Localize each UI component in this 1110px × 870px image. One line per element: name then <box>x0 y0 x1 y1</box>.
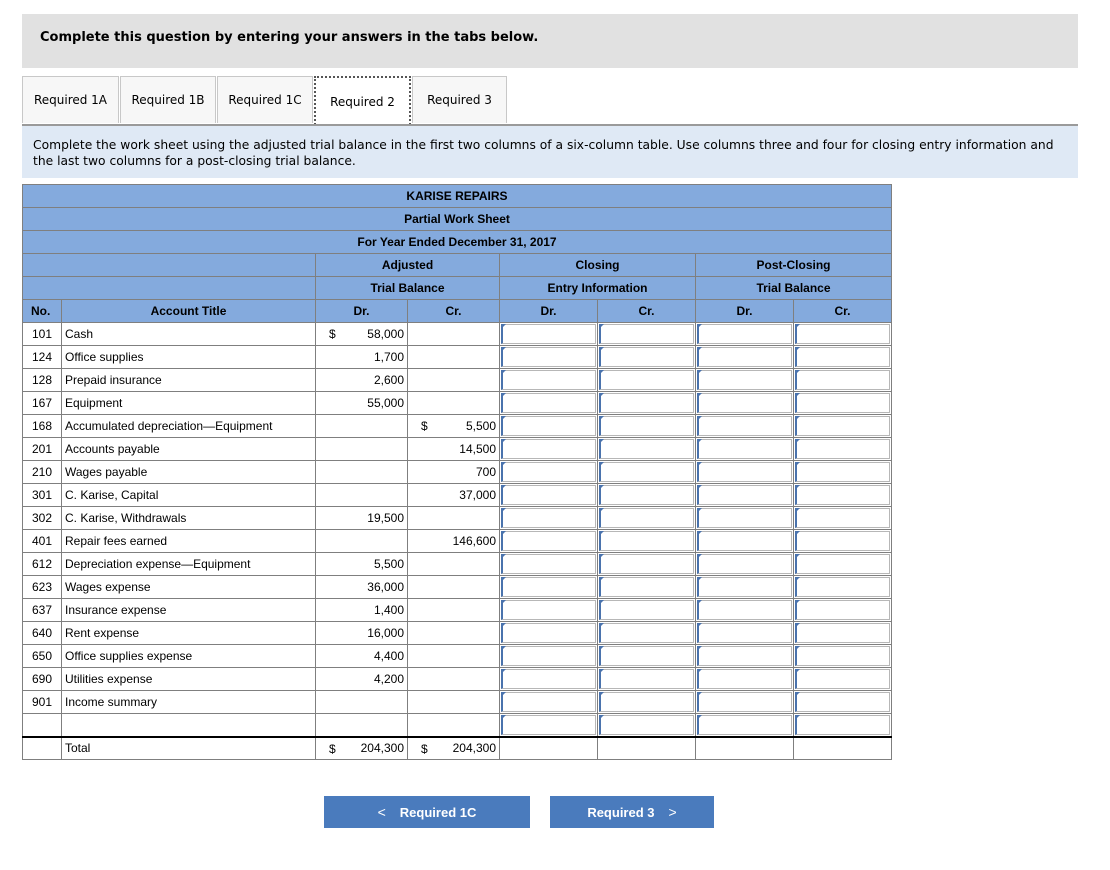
post-closing-dr-input[interactable] <box>697 508 792 528</box>
post-closing-cr-input[interactable] <box>795 508 890 528</box>
closing-dr-input-cell <box>500 438 598 461</box>
adjusted-cr-amount <box>408 668 500 691</box>
closing-dr-input-cell <box>500 530 598 553</box>
col-header-closing-dr: Dr. <box>500 300 598 323</box>
account-title: Cash <box>62 323 316 346</box>
post-closing-cr-input[interactable] <box>795 600 890 620</box>
closing-cr-input[interactable] <box>599 370 694 390</box>
col-header-closing-cr: Cr. <box>598 300 696 323</box>
amount-value: 58,000 <box>367 327 404 341</box>
post-closing-dr-input-cell <box>696 392 794 415</box>
closing-dr-input-cell <box>500 507 598 530</box>
chevron-left-icon: < <box>377 804 386 820</box>
closing-cr-input[interactable] <box>599 485 694 505</box>
table-row <box>23 599 892 622</box>
post-closing-cr-input[interactable] <box>795 347 890 367</box>
sheet-name: Partial Work Sheet <box>23 208 892 231</box>
post-closing-dr-input[interactable] <box>697 347 792 367</box>
adjusted-cr-amount <box>408 622 500 645</box>
closing-dr-input-cell <box>500 461 598 484</box>
closing-dr-input[interactable] <box>501 531 596 551</box>
closing-cr-input-cell <box>598 622 696 645</box>
tab-required-3[interactable]: Required 3 <box>412 76 507 123</box>
prev-required-1c-button[interactable] <box>324 796 530 828</box>
table-row <box>23 484 892 507</box>
closing-dr-input[interactable] <box>501 416 596 436</box>
post-closing-cr-input[interactable] <box>795 462 890 482</box>
col-header-post-dr: Dr. <box>696 300 794 323</box>
closing-dr-input[interactable] <box>501 370 596 390</box>
closing-dr-input-cell <box>500 392 598 415</box>
post-closing-cr-input[interactable] <box>795 715 890 735</box>
col-header-adj-cr: Cr. <box>408 300 500 323</box>
post-closing-dr-input-cell <box>696 576 794 599</box>
post-closing-cr-input-cell <box>794 346 892 369</box>
closing-cr-input[interactable] <box>599 646 694 666</box>
post-closing-cr-input-cell <box>794 484 892 507</box>
closing-cr-input-cell <box>598 714 696 737</box>
closing-dr-input-cell <box>500 714 598 737</box>
period-label: For Year Ended December 31, 2017 <box>23 231 892 254</box>
closing-cr-input-cell <box>598 438 696 461</box>
amount-value: 1,400 <box>373 603 404 617</box>
closing-dr-input-cell <box>500 369 598 392</box>
account-number: 690 <box>23 668 62 691</box>
closing-dr-input[interactable] <box>501 577 596 597</box>
table-row <box>23 668 892 691</box>
post-closing-cr-input-cell <box>794 599 892 622</box>
account-number: 640 <box>23 622 62 645</box>
amount-value: 2,600 <box>373 373 404 387</box>
post-closing-cr-input-cell <box>794 369 892 392</box>
post-closing-dr-input-cell <box>696 415 794 438</box>
closing-cr-input-cell <box>598 668 696 691</box>
adjusted-dr-amount <box>316 668 408 691</box>
account-number: 901 <box>23 691 62 714</box>
total-dr-amount <box>316 737 408 760</box>
total-cr-amount <box>408 737 500 760</box>
table-row <box>23 553 892 576</box>
adjusted-dr-amount <box>316 576 408 599</box>
post-closing-cr-input[interactable] <box>795 439 890 459</box>
post-closing-dr-input[interactable] <box>697 393 792 413</box>
post-closing-dr-input-cell <box>696 507 794 530</box>
closing-cr-input-cell <box>598 645 696 668</box>
account-title: Rent expense <box>62 622 316 645</box>
adjusted-dr-amount <box>316 438 408 461</box>
post-closing-dr-input-cell <box>696 599 794 622</box>
post-closing-dr-input[interactable] <box>697 669 792 689</box>
post-closing-dr-input-cell <box>696 323 794 346</box>
adjusted-dr-amount <box>316 392 408 415</box>
adjusted-cr-amount <box>408 323 500 346</box>
amount-value: 4,200 <box>373 672 404 686</box>
post-closing-cr-input-cell <box>794 438 892 461</box>
post-closing-cr-input-cell <box>794 622 892 645</box>
closing-cr-input[interactable] <box>599 508 694 528</box>
post-closing-dr-input[interactable] <box>697 439 792 459</box>
post-closing-cr-input-cell <box>794 576 892 599</box>
company-name: KARISE REPAIRS <box>23 185 892 208</box>
closing-dr-input[interactable] <box>501 439 596 459</box>
post-closing-dr-input-cell <box>696 530 794 553</box>
post-closing-cr-input[interactable] <box>795 393 890 413</box>
account-number: 401 <box>23 530 62 553</box>
account-title: C. Karise, Withdrawals <box>62 507 316 530</box>
table-row <box>23 691 892 714</box>
account-number: 201 <box>23 438 62 461</box>
closing-dr-input-cell <box>500 599 598 622</box>
account-title: Income summary <box>62 691 316 714</box>
post-closing-cr-input-cell <box>794 323 892 346</box>
closing-header-1: Closing <box>500 254 696 277</box>
adjusted-dr-amount <box>316 323 408 346</box>
closing-cr-input[interactable] <box>599 600 694 620</box>
table-row <box>23 530 892 553</box>
tab-required-1a[interactable]: Required 1A <box>22 76 119 123</box>
closing-cr-input[interactable] <box>599 393 694 413</box>
table-row <box>23 576 892 599</box>
post-closing-cr-input[interactable] <box>795 416 890 436</box>
adjusted-cr-amount <box>408 530 500 553</box>
account-number: 101 <box>23 323 62 346</box>
adjusted-cr-amount <box>408 645 500 668</box>
closing-cr-input[interactable] <box>599 439 694 459</box>
closing-dr-input[interactable] <box>501 600 596 620</box>
col-header-adj-dr: Dr. <box>316 300 408 323</box>
closing-dr-input-cell <box>500 415 598 438</box>
closing-dr-input[interactable] <box>501 485 596 505</box>
closing-cr-input[interactable] <box>599 715 694 735</box>
account-title: Depreciation expense—Equipment <box>62 553 316 576</box>
post-closing-dr-input-cell <box>696 691 794 714</box>
adjusted-cr-amount <box>408 346 500 369</box>
currency-symbol: $ <box>421 419 428 433</box>
header-blank <box>23 277 316 300</box>
account-title: Accounts payable <box>62 438 316 461</box>
account-number: 650 <box>23 645 62 668</box>
closing-cr-input-cell <box>598 346 696 369</box>
adjusted-cr-amount <box>408 691 500 714</box>
adjusted-dr-amount <box>316 484 408 507</box>
closing-dr-input-cell <box>500 553 598 576</box>
adjusted-cr-amount <box>408 369 500 392</box>
closing-cr-input[interactable] <box>599 554 694 574</box>
amount-value: 16,000 <box>367 626 404 640</box>
adjusted-cr-amount <box>408 714 500 737</box>
adjusted-cr-amount <box>408 576 500 599</box>
col-header-account: Account Title <box>62 300 316 323</box>
closing-cr-input-cell <box>598 415 696 438</box>
closing-cr-input-cell <box>598 461 696 484</box>
account-number: 301 <box>23 484 62 507</box>
closing-cr-input-cell <box>598 553 696 576</box>
tab-required-2[interactable]: Required 2 <box>314 76 411 125</box>
table-row <box>23 323 892 346</box>
amount-value: 55,000 <box>367 396 404 410</box>
account-number: 210 <box>23 461 62 484</box>
post-closing-dr-input-cell <box>696 668 794 691</box>
adjusted-dr-amount <box>316 714 408 737</box>
account-number: 128 <box>23 369 62 392</box>
worksheet-table <box>22 184 892 760</box>
closing-cr-input[interactable] <box>599 531 694 551</box>
post-closing-cr-input-cell <box>794 691 892 714</box>
account-number: 167 <box>23 392 62 415</box>
post-closing-dr-input[interactable] <box>697 692 792 712</box>
closing-dr-input[interactable] <box>501 393 596 413</box>
closing-dr-input[interactable] <box>501 715 596 735</box>
post-closing-dr-input-cell <box>696 369 794 392</box>
closing-cr-input[interactable] <box>599 462 694 482</box>
account-title: Office supplies <box>62 346 316 369</box>
adjusted-dr-amount <box>316 691 408 714</box>
currency-symbol: $ <box>329 741 336 756</box>
next-button-label: Required 3 <box>587 804 655 820</box>
closing-cr-input[interactable] <box>599 416 694 436</box>
tab-required-1c[interactable]: Required 1C <box>217 76 313 123</box>
post-closing-cr-input[interactable] <box>795 692 890 712</box>
closing-dr-input[interactable] <box>501 646 596 666</box>
post-closing-dr-input-cell <box>696 553 794 576</box>
account-title <box>62 714 316 737</box>
post-closing-dr-input[interactable] <box>697 462 792 482</box>
post-closing-dr-input-cell <box>696 346 794 369</box>
col-header-no: No. <box>23 300 62 323</box>
closing-dr-input-cell <box>500 691 598 714</box>
closing-dr-input-cell <box>500 576 598 599</box>
closing-cr-input-cell <box>598 530 696 553</box>
adjusted-dr-amount <box>316 346 408 369</box>
adjusted-header-1: Adjusted <box>316 254 500 277</box>
amount-value: 146,600 <box>452 534 496 548</box>
closing-dr-input[interactable] <box>501 347 596 367</box>
instruction-banner <box>22 14 1078 68</box>
account-number <box>23 714 62 737</box>
post-closing-cr-input[interactable] <box>795 554 890 574</box>
account-title: Equipment <box>62 392 316 415</box>
account-number: 302 <box>23 507 62 530</box>
closing-cr-input[interactable] <box>599 623 694 643</box>
adjusted-cr-amount <box>408 553 500 576</box>
closing-cr-input-cell <box>598 691 696 714</box>
account-number: 612 <box>23 553 62 576</box>
closing-cr-input[interactable] <box>599 347 694 367</box>
table-row <box>23 369 892 392</box>
prev-button-label: Required 1C <box>399 804 477 820</box>
adjusted-cr-amount <box>408 599 500 622</box>
chevron-right-icon: > <box>668 804 677 820</box>
adjusted-dr-amount <box>316 599 408 622</box>
closing-cr-input-cell <box>598 323 696 346</box>
next-required-3-button[interactable] <box>550 796 714 828</box>
post-closing-dr-input-cell <box>696 484 794 507</box>
adjusted-cr-amount <box>408 415 500 438</box>
closing-cr-input-cell <box>598 576 696 599</box>
post-closing-dr-input-cell <box>696 714 794 737</box>
total-empty-cell <box>696 737 794 760</box>
adjusted-dr-amount <box>316 415 408 438</box>
table-row <box>23 507 892 530</box>
closing-dr-input-cell <box>500 346 598 369</box>
post-closing-cr-input-cell <box>794 668 892 691</box>
table-row <box>23 622 892 645</box>
post-closing-dr-input[interactable] <box>697 646 792 666</box>
account-number: 623 <box>23 576 62 599</box>
post-closing-cr-input-cell <box>794 645 892 668</box>
closing-cr-input[interactable] <box>599 577 694 597</box>
adjusted-cr-amount <box>408 392 500 415</box>
post-closing-dr-input-cell <box>696 622 794 645</box>
amount-value: 1,700 <box>373 350 404 364</box>
amount-value: 700 <box>475 465 496 479</box>
post-closing-cr-input[interactable] <box>795 531 890 551</box>
post-closing-cr-input-cell <box>794 714 892 737</box>
adjusted-header-2: Trial Balance <box>316 277 500 300</box>
closing-cr-input-cell <box>598 392 696 415</box>
post-closing-cr-input[interactable] <box>795 370 890 390</box>
closing-header-2: Entry Information <box>500 277 696 300</box>
post-closing-dr-input[interactable] <box>697 715 792 735</box>
post-closing-dr-input[interactable] <box>697 577 792 597</box>
post-closing-cr-input[interactable] <box>795 623 890 643</box>
closing-dr-input[interactable] <box>501 462 596 482</box>
account-title: Utilities expense <box>62 668 316 691</box>
post-closing-cr-input[interactable] <box>795 669 890 689</box>
account-title: Wages expense <box>62 576 316 599</box>
total-empty-cell <box>794 737 892 760</box>
closing-dr-input-cell <box>500 645 598 668</box>
post-closing-cr-input-cell <box>794 461 892 484</box>
account-title: C. Karise, Capital <box>62 484 316 507</box>
closing-cr-input[interactable] <box>599 324 694 344</box>
table-row <box>23 714 892 737</box>
col-header-post-cr: Cr. <box>794 300 892 323</box>
post-closing-header-2: Trial Balance <box>696 277 892 300</box>
total-empty-cell <box>500 737 598 760</box>
post-closing-dr-input[interactable] <box>697 554 792 574</box>
adjusted-dr-amount <box>316 369 408 392</box>
table-row <box>23 645 892 668</box>
tab-required-1b[interactable]: Required 1B <box>120 76 216 123</box>
post-closing-cr-input-cell <box>794 415 892 438</box>
adjusted-dr-amount <box>316 507 408 530</box>
amount-value: 4,400 <box>373 649 404 663</box>
closing-cr-input[interactable] <box>599 692 694 712</box>
table-row <box>23 346 892 369</box>
closing-dr-input[interactable] <box>501 554 596 574</box>
post-closing-dr-input[interactable] <box>697 324 792 344</box>
total-value: 204,300 <box>360 741 404 756</box>
closing-dr-input[interactable] <box>501 508 596 528</box>
table-row <box>23 438 892 461</box>
adjusted-cr-amount <box>408 484 500 507</box>
post-closing-header-1: Post-Closing <box>696 254 892 277</box>
adjusted-cr-amount <box>408 507 500 530</box>
post-closing-cr-input-cell <box>794 392 892 415</box>
account-title: Repair fees earned <box>62 530 316 553</box>
account-title: Wages payable <box>62 461 316 484</box>
amount-value: 5,500 <box>373 557 404 571</box>
question-instructions: Complete the work sheet using the adjusted trial balance in the first two columns of a six-column table. Use columns three and four for closing entry information and the last two columns for a post-closing trial balance. <box>22 126 1078 178</box>
post-closing-cr-input-cell <box>794 530 892 553</box>
closing-cr-input[interactable] <box>599 669 694 689</box>
adjusted-dr-amount <box>316 553 408 576</box>
adjusted-dr-amount <box>316 622 408 645</box>
post-closing-dr-input-cell <box>696 461 794 484</box>
closing-dr-input[interactable] <box>501 324 596 344</box>
closing-dr-input-cell <box>500 668 598 691</box>
table-row <box>23 461 892 484</box>
header-blank <box>23 254 316 277</box>
account-title: Prepaid insurance <box>62 369 316 392</box>
currency-symbol: $ <box>329 327 336 341</box>
account-title: Accumulated depreciation—Equipment <box>62 415 316 438</box>
closing-dr-input-cell <box>500 484 598 507</box>
post-closing-cr-input[interactable] <box>795 646 890 666</box>
closing-dr-input[interactable] <box>501 623 596 643</box>
table-row <box>23 392 892 415</box>
amount-value: 19,500 <box>367 511 404 525</box>
amount-value: 5,500 <box>465 419 496 433</box>
post-closing-dr-input[interactable] <box>697 416 792 436</box>
closing-cr-input-cell <box>598 599 696 622</box>
amount-value: 37,000 <box>459 488 496 502</box>
post-closing-dr-input[interactable] <box>697 370 792 390</box>
post-closing-cr-input-cell <box>794 553 892 576</box>
adjusted-dr-amount <box>316 645 408 668</box>
amount-value: 36,000 <box>367 580 404 594</box>
post-closing-cr-input[interactable] <box>795 577 890 597</box>
post-closing-dr-input[interactable] <box>697 600 792 620</box>
adjusted-cr-amount <box>408 438 500 461</box>
account-number: 168 <box>23 415 62 438</box>
closing-cr-input-cell <box>598 369 696 392</box>
adjusted-dr-amount <box>316 461 408 484</box>
closing-dr-input[interactable] <box>501 692 596 712</box>
account-number: 124 <box>23 346 62 369</box>
table-row <box>23 415 892 438</box>
total-no-blank <box>23 737 62 760</box>
adjusted-dr-amount <box>316 530 408 553</box>
post-closing-dr-input[interactable] <box>697 623 792 643</box>
post-closing-cr-input-cell <box>794 507 892 530</box>
closing-dr-input-cell <box>500 622 598 645</box>
total-label: Total <box>62 737 316 760</box>
closing-dr-input[interactable] <box>501 669 596 689</box>
banner-title: Complete this question by entering your answers in the tabs below. <box>40 30 539 45</box>
adjusted-cr-amount <box>408 461 500 484</box>
post-closing-cr-input[interactable] <box>795 324 890 344</box>
account-title: Office supplies expense <box>62 645 316 668</box>
closing-cr-input-cell <box>598 507 696 530</box>
account-number: 637 <box>23 599 62 622</box>
post-closing-dr-input-cell <box>696 438 794 461</box>
total-value: 204,300 <box>452 741 496 756</box>
closing-cr-input-cell <box>598 484 696 507</box>
post-closing-dr-input[interactable] <box>697 485 792 505</box>
total-empty-cell <box>598 737 696 760</box>
currency-symbol: $ <box>421 741 428 756</box>
amount-value: 14,500 <box>459 442 496 456</box>
post-closing-cr-input[interactable] <box>795 485 890 505</box>
closing-dr-input-cell <box>500 323 598 346</box>
post-closing-dr-input-cell <box>696 645 794 668</box>
post-closing-dr-input[interactable] <box>697 531 792 551</box>
account-title: Insurance expense <box>62 599 316 622</box>
total-row <box>23 737 892 760</box>
